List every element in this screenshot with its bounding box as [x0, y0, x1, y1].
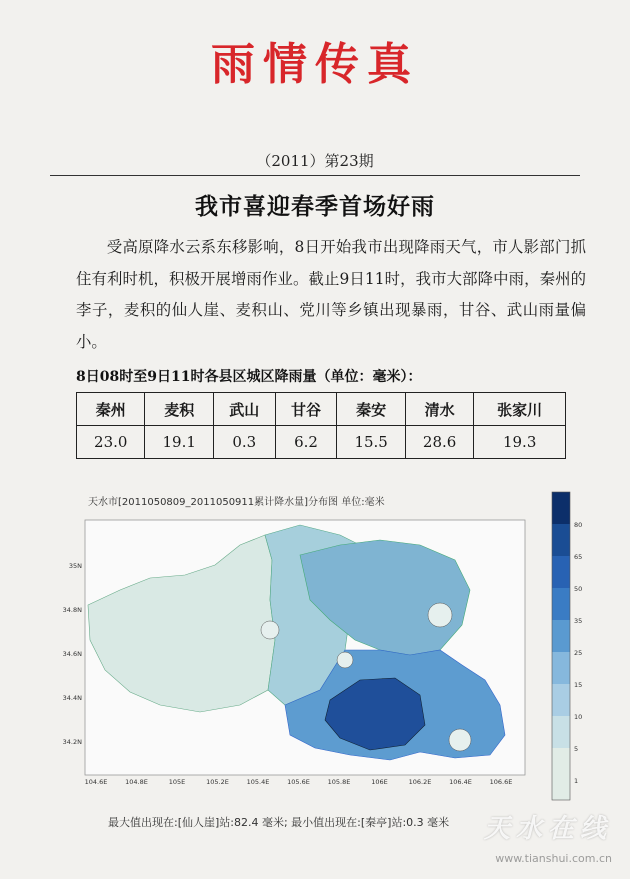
latitude-tick-label: 34.4N — [62, 694, 82, 702]
header-cell: 清水 — [405, 393, 473, 426]
longitude-ticks — [85, 778, 513, 786]
legend-swatch — [552, 716, 570, 748]
longitude-tick-label: 104.6E — [84, 778, 108, 786]
header-cell: 武山 — [213, 393, 275, 426]
legend-swatch — [552, 588, 570, 620]
header-cell: 麦积 — [145, 393, 213, 426]
legend-swatch — [552, 620, 570, 652]
map-caption: 天水市[2011050809_2011050911累计降水量]分布图 单位:毫米 — [88, 497, 385, 508]
header-cell: 秦安 — [337, 393, 405, 426]
legend-ticks — [574, 521, 582, 785]
legend-tick-label: 80 — [574, 521, 583, 529]
legend-tick-label: 65 — [574, 553, 583, 561]
legend-tick-label: 1 — [574, 777, 579, 785]
map-contour-circle — [428, 603, 452, 627]
longitude-tick-label: 105.2E — [206, 778, 229, 786]
longitude-tick-label: 105.6E — [287, 778, 310, 786]
longitude-tick-label: 105.8E — [327, 778, 351, 786]
site-watermark: 天水在线 — [483, 814, 612, 844]
legend-swatch — [552, 684, 570, 716]
site-watermark-url: www.tianshui.com.cn — [495, 852, 612, 865]
legend-tick-label: 15 — [574, 681, 583, 689]
value-cell: 23.0 — [77, 426, 145, 459]
longitude-tick-label: 106.2E — [408, 778, 432, 786]
legend-swatch — [552, 652, 570, 684]
legend-swatch — [552, 748, 570, 800]
latitude-tick-label: 34.8N — [62, 606, 82, 614]
longitude-tick-label: 105.4E — [246, 778, 270, 786]
legend-tick-label: 25 — [574, 649, 583, 657]
header-cell: 张家川 — [474, 393, 566, 426]
latitude-ticks — [63, 562, 82, 746]
value-cell: 0.3 — [213, 426, 275, 459]
map-contour-circle — [261, 621, 279, 639]
value-cell: 19.3 — [474, 426, 566, 459]
masthead-title: 雨情传真 — [211, 39, 419, 90]
legend-swatch — [552, 524, 570, 556]
legend-swatch — [552, 556, 570, 588]
header-cell: 甘谷 — [275, 393, 337, 426]
legend-swatch — [552, 492, 570, 524]
legend-tick-label: 5 — [574, 745, 579, 753]
value-cell: 6.2 — [275, 426, 337, 459]
longitude-tick-label: 106E — [371, 778, 388, 786]
map-contour-circle — [337, 652, 353, 668]
longitude-tick-label: 104.8E — [125, 778, 148, 786]
value-cell: 28.6 — [405, 426, 473, 459]
header-cell: 秦州 — [77, 393, 145, 426]
article-body: 受高原降水云系东移影响，8日开始我市出现降雨天气，市人影部门抓住有利时机，积极开展增雨作业。截止9日11时，我市大部降中雨，秦州的李子，麦积的仙人崖、麦积山、党川等乡镇出现暴雨，甘谷、武山雨量偏小。 — [76, 238, 586, 351]
longitude-tick-label: 106.4E — [449, 778, 472, 786]
value-cell: 15.5 — [337, 426, 405, 459]
map-footer-note: 最大值出现在:[仙人崖]站:82.4 毫米; 最小值出现在:[秦亭]站:0.3 毫米 — [108, 816, 450, 829]
legend-tick-label: 50 — [574, 585, 583, 593]
legend-tick-label: 10 — [574, 713, 583, 721]
value-cell: 19.1 — [145, 426, 213, 459]
longitude-tick-label: 105E — [168, 778, 186, 786]
longitude-tick-label: 106.6E — [489, 778, 513, 786]
map-contour-circle — [449, 729, 471, 751]
latitude-tick-label: 35N — [68, 562, 82, 570]
issue-number: （2011）第23期 — [256, 152, 374, 170]
article-headline: 我市喜迎春季首场好雨 — [195, 194, 435, 220]
latitude-tick-label: 34.2N — [62, 738, 82, 746]
latitude-tick-label: 34.6N — [62, 650, 82, 658]
table-title: 8日08时至9日11时各县区城区降雨量（单位：毫米）： — [76, 369, 422, 385]
legend-tick-label: 35 — [574, 617, 583, 625]
